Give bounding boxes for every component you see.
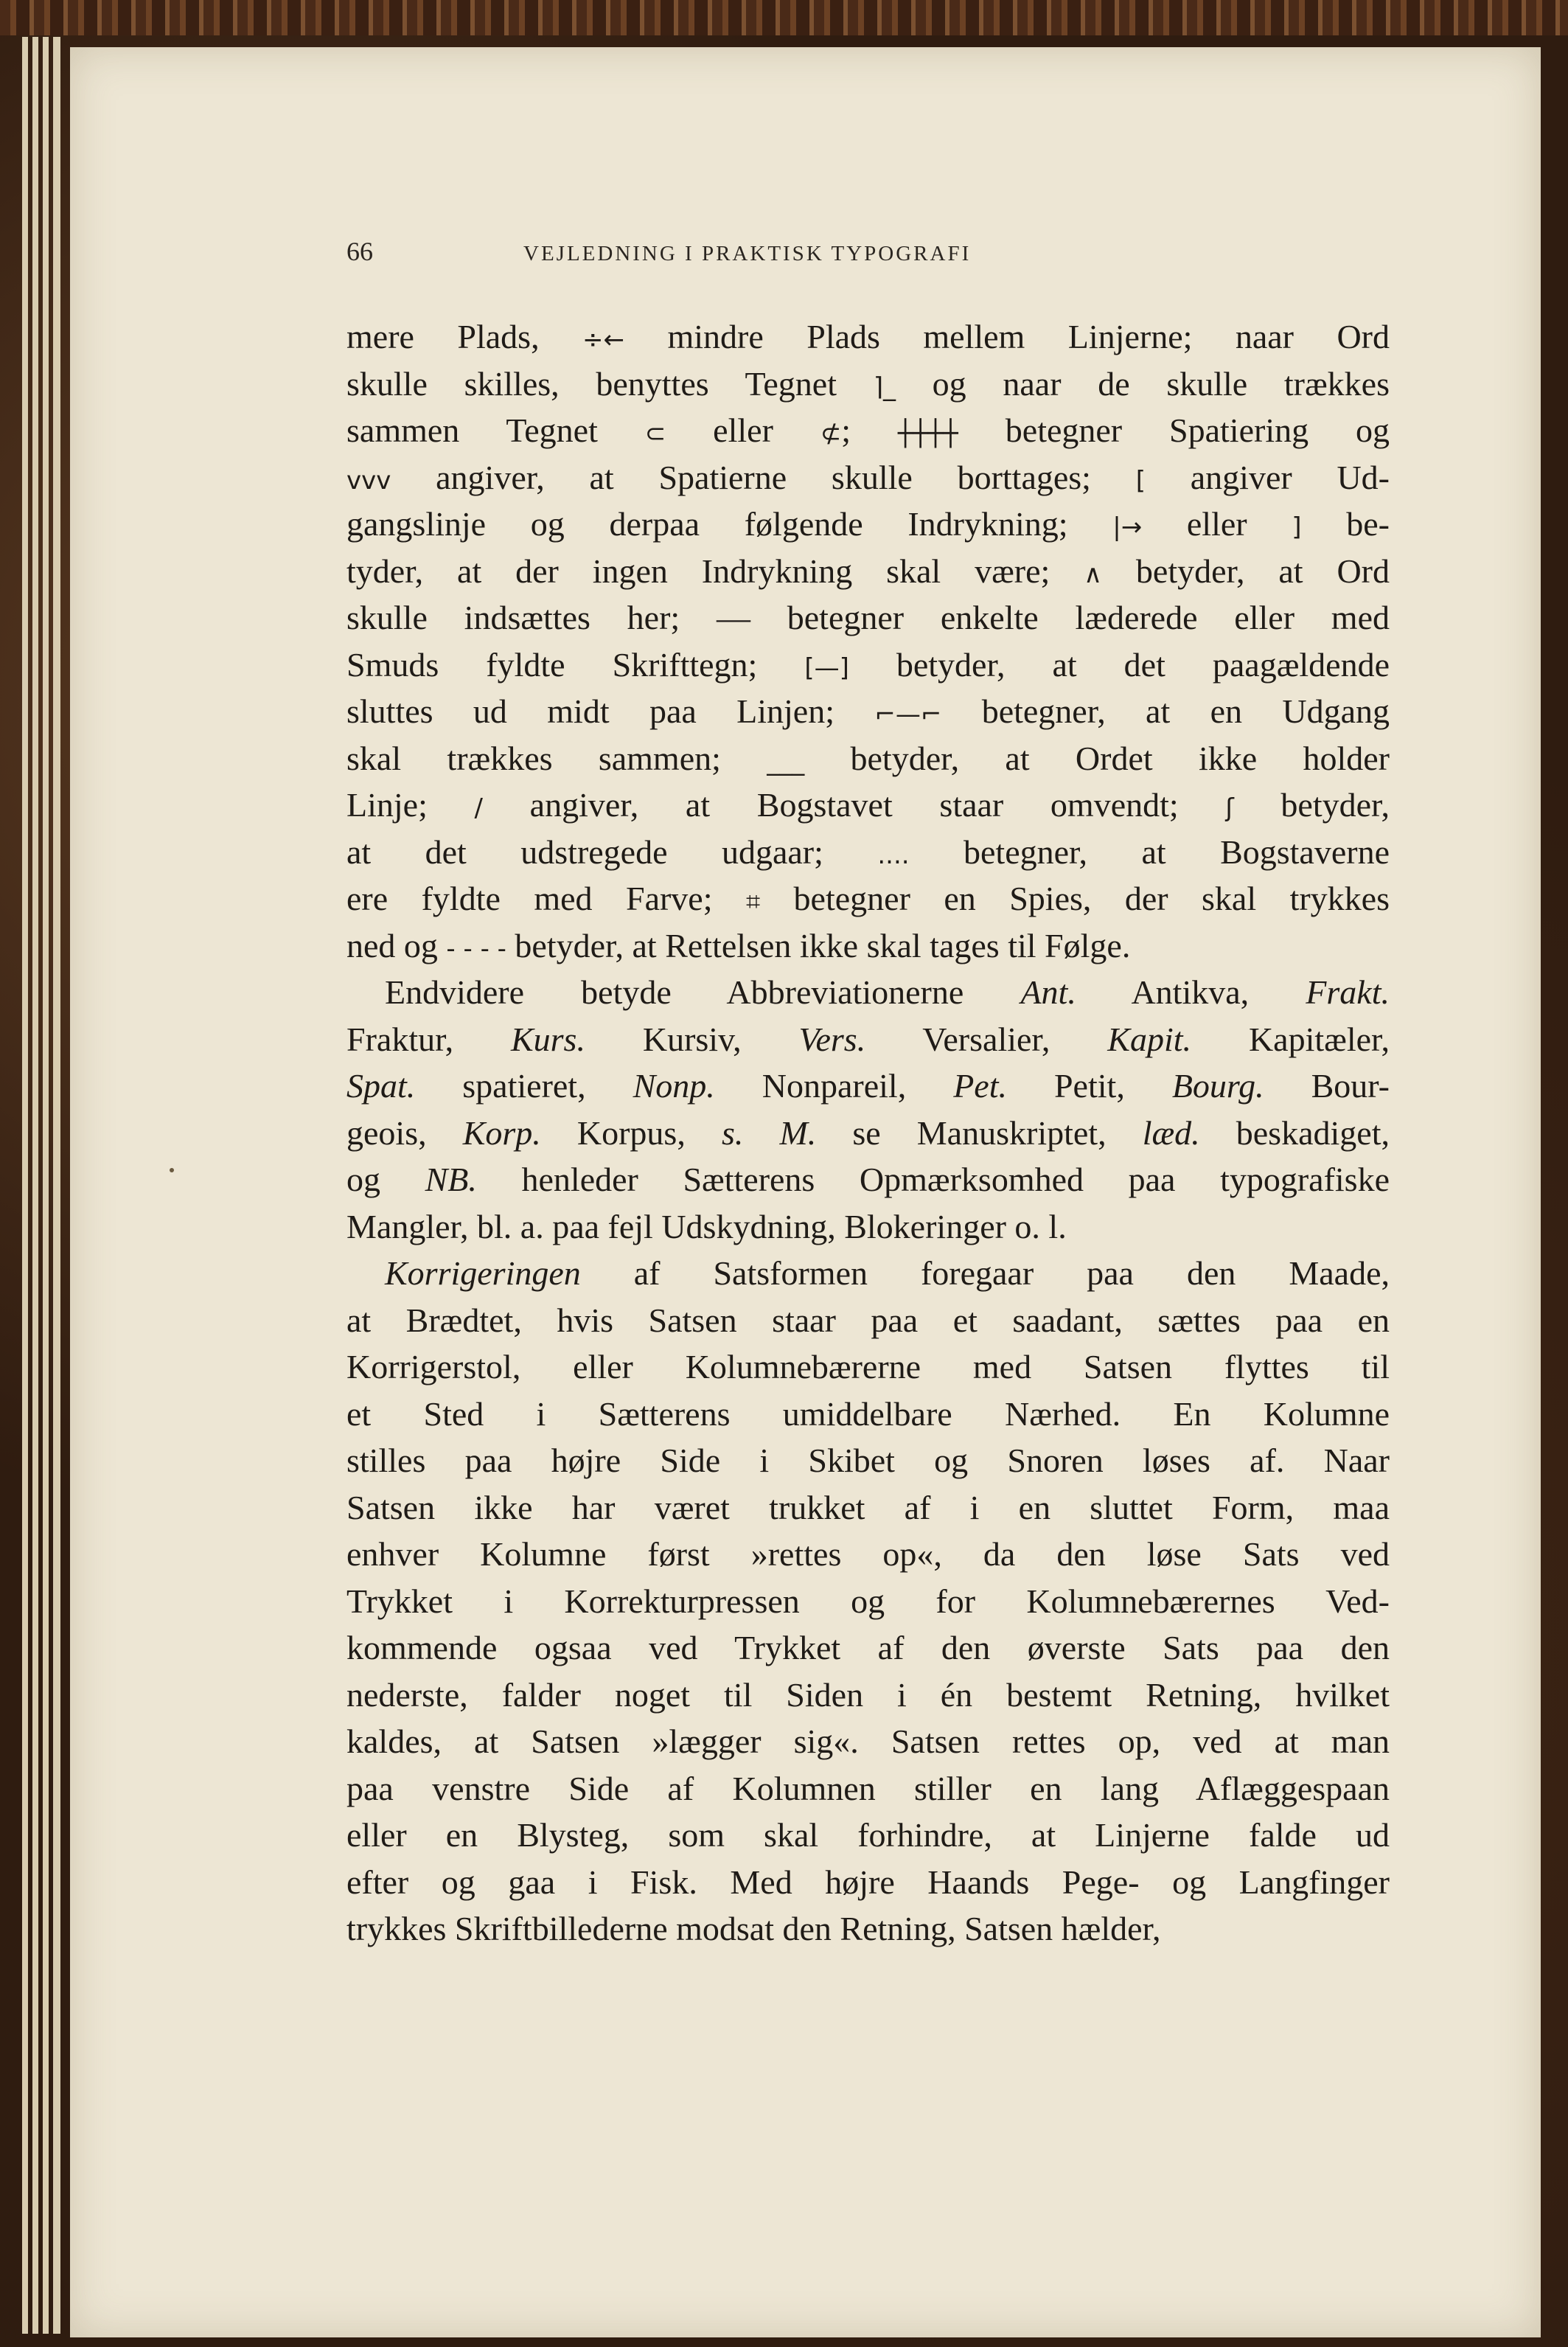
proof-mark: ⌐—⌐ [874,700,942,729]
proof-mark: ⌉_ [873,372,896,402]
text-run: Fraktur, [346,1020,511,1058]
book-edge-top [0,0,1568,35]
text-line [346,1063,1390,1110]
italic-abbreviation: Kapit. [1107,1020,1192,1058]
text-run: trykkes Skriftbillederne modsat den Retning, Satsen hælder, [346,1910,1161,1947]
text-run: Linje; [346,786,475,824]
text-line [346,1812,1390,1859]
text-line [346,1343,1390,1391]
text-run: og [346,1161,425,1198]
text-line [346,1905,1390,1953]
text-line [346,922,1390,970]
text-run: nederste, falder noget til Siden i én bestemt Retning, hvilket [346,1675,1390,1714]
text-line [346,1765,1390,1812]
paper-speck [170,1168,174,1172]
proof-mark: ┼┼┼┼ [897,419,958,448]
text-run: tyder, at der ingen Indrykning skal være; [346,552,1084,590]
text-run: enhver Kolumne først »rettes op«, da den løse Sats ved [346,1535,1390,1573]
text-run: efter og gaa i Fisk. Med højre Haands Pege- og Langfinger [346,1863,1390,1901]
text-run: spatieret, [415,1067,633,1105]
proof-mark: ⌗ [745,887,761,917]
text-line [346,1624,1390,1672]
text-line [346,313,1390,361]
text-line [346,688,1390,735]
text-run: betyder, at Ordet ikke holder [804,739,1390,777]
text-run: Satsen ikke har været trukket af i en sluttet Form, maa [346,1488,1390,1526]
proof-mark: ∧ [1084,559,1103,589]
text-run: betegner, at en Udgang [941,692,1390,730]
text-line [346,548,1390,595]
page-edge [32,37,38,2334]
page-edge [43,37,49,2334]
text-line [346,1437,1390,1484]
text-run: skal trækkes sammen; [346,739,767,777]
text-run: betegner, at Bogstaverne [909,832,1390,871]
proof-mark: ʃ [1225,793,1234,823]
text-run: angiver, at Bogstavet staar omvendt; [483,786,1226,824]
text-line [346,969,1390,1016]
proof-mark: vvv [346,465,391,496]
text-run: sammen Tegnet [346,411,645,449]
text-run: ; [841,411,898,449]
text-run: Kursiv, [585,1020,799,1058]
page-edge [22,37,28,2334]
text-run: Mangler, bl. a. paa fejl Udskydning, Blokeringer o. l. [346,1207,1067,1245]
italic-abbreviation: Korp. [462,1113,541,1152]
page-number: 66 [346,237,373,266]
italic-abbreviation: læd. [1142,1113,1200,1152]
text-run: skulle skilles, benyttes Tegnet [346,364,874,403]
text-run: beskadiget, [1199,1113,1390,1152]
italic-abbreviation: Kurs. [510,1020,585,1058]
proof-mark: ⊂ [644,419,666,448]
text-run: stilles paa højre Side i Skibet og Snoren løses af. Naar [346,1442,1390,1479]
text-run: Versalier, [865,1020,1108,1058]
text-line [346,1156,1390,1203]
text-line [346,735,1390,782]
text-run: angiver Ud- [1146,458,1390,496]
text-line [346,829,1390,876]
proof-mark: [ [1135,465,1146,496]
text-line [346,1297,1390,1344]
proof-mark: [—] [804,653,849,683]
text-run: henleder Sætterens Opmærksomhed paa typografiske [476,1161,1390,1198]
italic-abbreviation: s. M. [721,1113,817,1152]
text-line [346,1110,1390,1157]
text-run: at Brædtet, hvis Satsen staar paa et saadant, sættes paa en [346,1301,1390,1339]
text-run: sluttes ud midt paa Linjen; [346,692,875,730]
text-run: et Sted i Sætterens umiddelbare Nærhed. En Kolumne [346,1394,1390,1433]
text-run: betegner en Spies, der skal trykkes [760,880,1390,917]
text-run: angiver, at Spatierne skulle borttages; [391,458,1136,496]
text-run: Endvidere betyde Abbreviationerne [385,973,1021,1011]
text-run: geois, [346,1113,463,1152]
text-run: Antikva, [1076,973,1306,1011]
text-run: betyder, [1233,786,1390,824]
text-run: ere fyldte med Farve; [346,880,746,917]
text-run: se Manuskriptet, [816,1113,1143,1152]
text-run: at det udstregede udgaar; [346,832,878,871]
text-line [346,594,1390,641]
text-run: betyder, at Ord [1102,552,1390,590]
text-run: Smuds fyldte Skrifttegn; [346,645,805,684]
text-run: Kapitæler, [1191,1020,1390,1058]
text-line [346,782,1390,829]
text-run: kommende ogsaa ved Trykket af den øverste Sats paa den [346,1629,1390,1666]
proof-mark: ⊄ [820,419,842,448]
text-run: betyder, at det paagældende [849,645,1390,684]
text-line [346,1718,1390,1765]
text-run: Nonpareil, [714,1067,954,1105]
text-line [346,1016,1390,1063]
text-line [346,641,1390,689]
text-line [346,1203,1390,1251]
text-run: af Satsformen foregaar paa den Maade, [580,1254,1390,1292]
text-line [346,361,1390,408]
text-run: skulle indsættes her; — betegner enkelte læderede eller med [346,599,1390,636]
text-line [346,1484,1390,1531]
text-run: Korrigerstol, eller Kolumnebærerne med Satsen flyttes til [346,1348,1390,1385]
text-run: eller en Blysteg, som skal forhindre, at Linjerne falde ud [346,1816,1390,1854]
running-head: VEJLEDNING I PRAKTISK TYPOGRAFI [523,242,972,265]
text-run: Petit, [1006,1067,1172,1105]
text-line [346,1859,1390,1906]
text-run: Korpus, [540,1113,722,1152]
text-run: paa venstre Side af Kolumnen stiller en lang Aflæggespaan [346,1769,1390,1807]
italic-abbreviation: Nonp. [633,1067,715,1105]
paragraph-correction-marks [346,313,1390,969]
paragraph-korrigeringen [346,1250,1390,1953]
paragraph-abbreviations [346,969,1390,1250]
proof-mark: ] [1292,512,1302,542]
italic-abbreviation: Korrigeringen [385,1254,581,1292]
text-run: Bour- [1264,1067,1390,1105]
text-run: mindre Plads mellem Linjerne; naar Ord [624,318,1390,355]
page-header [346,236,1390,280]
italic-abbreviation: Ant. [1020,973,1076,1011]
text-run: betegner Spatiering og [958,411,1390,449]
text-run: be- [1301,505,1390,543]
italic-abbreviation: Bourg. [1171,1067,1264,1105]
text-run: kaldes, at Satsen »lægger sig«. Satsen rettes op, ved at man [346,1722,1390,1760]
text-run: betyder, at Rettelsen ikke skal tages til Følge. [506,926,1131,964]
proof-mark: ÷← [582,325,625,355]
text-line [346,501,1390,548]
proof-mark: / [474,793,483,823]
italic-abbreviation: Vers. [798,1020,866,1058]
text-run: Trykket i Korrekturpressen og for Kolumnebærernes Ved- [346,1582,1390,1620]
text-line [346,1578,1390,1625]
text-line [346,454,1390,501]
body-text [346,313,1390,1953]
proof-mark: .... [877,840,910,870]
text-run: eller [666,411,820,449]
page-edge [53,37,60,2334]
proof-mark: |→ [1112,512,1143,542]
text-line [346,875,1390,922]
text-line [346,1250,1390,1297]
text-run: ned og [346,926,447,964]
italic-abbreviation: Frakt. [1306,973,1390,1011]
italic-abbreviation: Pet. [953,1067,1007,1105]
text-run: eller [1142,505,1292,543]
proof-mark: ___ [767,746,805,776]
text-run: gangslinje og derpaa følgende Indrykning; [346,505,1113,543]
text-line [346,1391,1390,1438]
text-line [346,1531,1390,1578]
text-line [346,407,1390,454]
italic-abbreviation: Spat. [346,1067,416,1105]
text-run: og naar de skulle trækkes [895,364,1390,403]
text-line [346,1672,1390,1719]
proof-mark: - - - - [446,933,506,964]
italic-abbreviation: NB. [425,1161,477,1198]
text-run: mere Plads, [346,318,583,355]
